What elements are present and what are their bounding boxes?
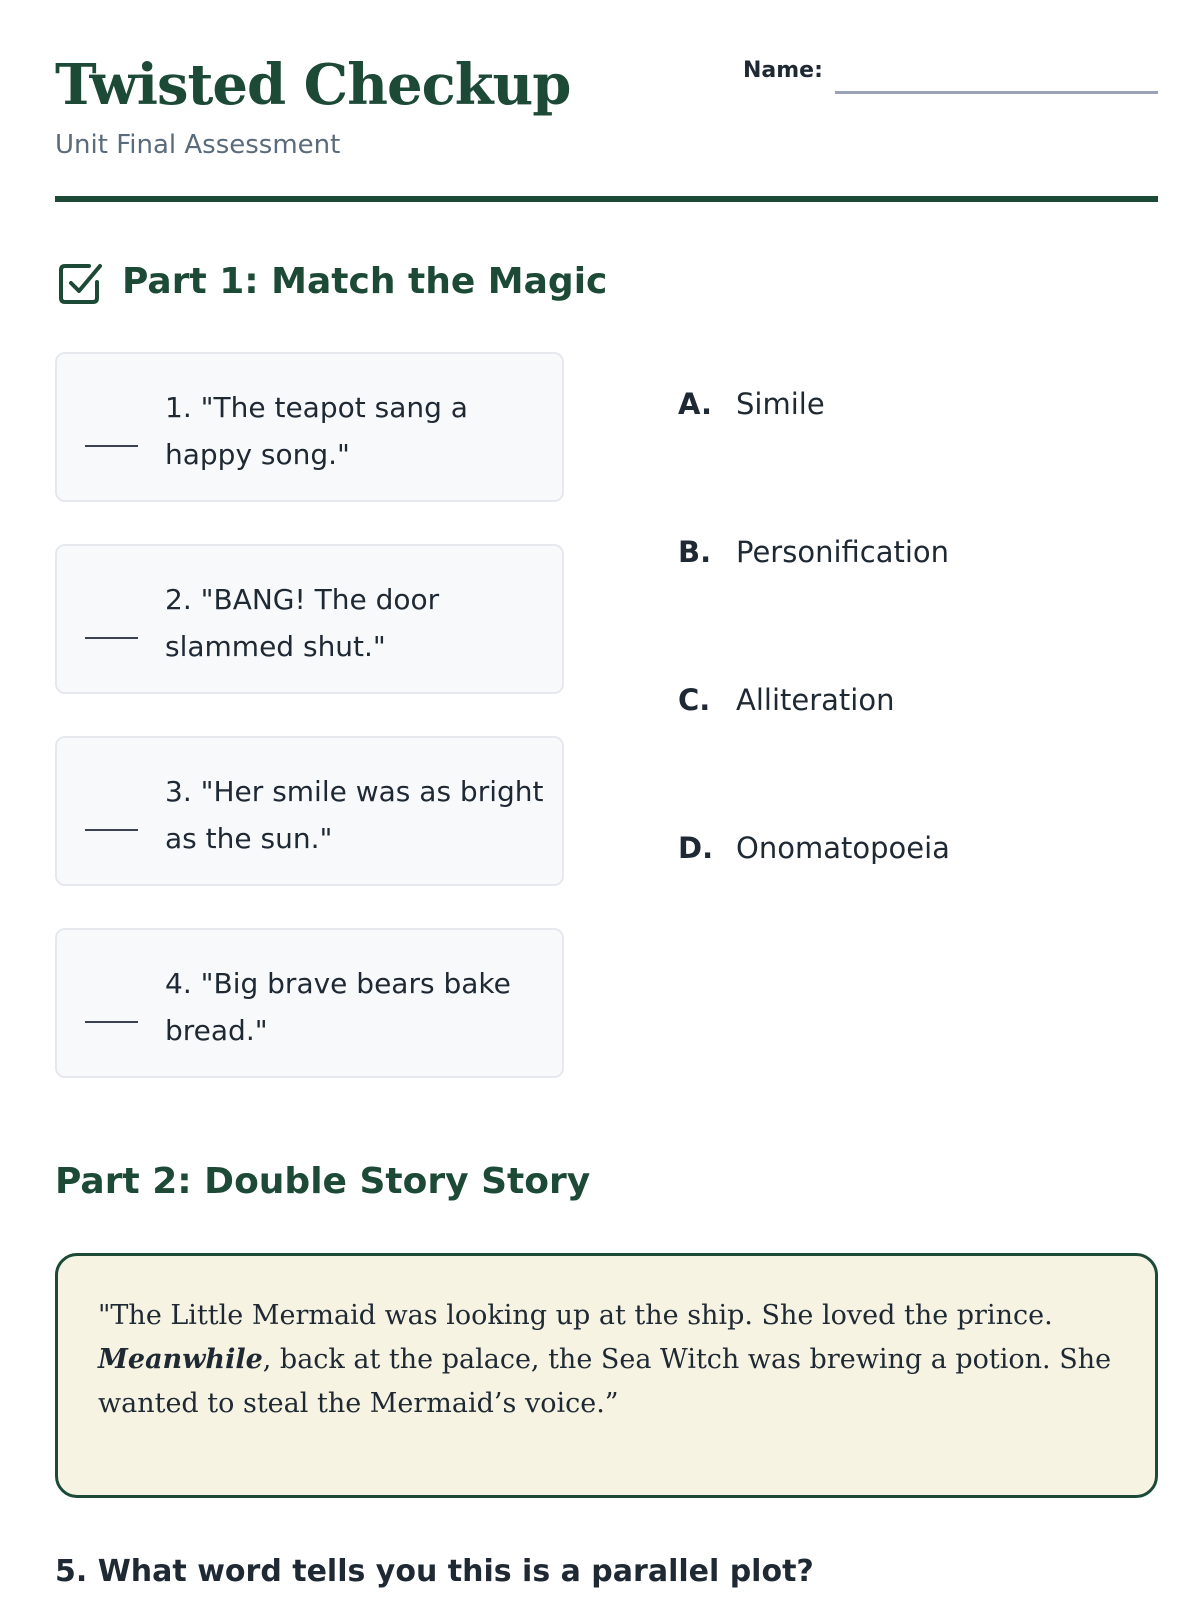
name-label: Name: [743,58,823,83]
passage-text-end: , back at the palace, the Sea Witch was brewing a potion. She wanted to steal the Mermaid’s voice.” [98,1344,1112,1419]
choice-letter: B. [678,535,712,569]
name-field[interactable] [835,91,1158,94]
part2-title: Part 2: Double Story Story [55,1161,591,1202]
choice-c [678,680,894,720]
choice-b [678,532,949,572]
assessment-page [55,0,1158,1600]
checkbox-checked-icon [55,258,105,308]
choice-label: Personification [736,535,950,569]
question-card-3 [55,736,564,886]
passage-keyword: Meanwhile [98,1344,263,1375]
choice-label: Alliteration [736,683,895,717]
choice-letter: A. [678,387,712,421]
question-card-4 [55,928,564,1078]
page-header [55,44,1158,204]
question-5-prompt: 5. What word tells you this is a parallel plot? [55,1554,814,1589]
choice-letter: C. [678,683,711,717]
question-card-1 [55,352,564,502]
question-text: 1. "The teapot sang a happy song." [165,391,468,471]
page-subtitle: Unit Final Assessment [55,130,341,160]
choice-a [678,384,825,424]
answer-blank[interactable] [85,829,138,831]
choice-letter: D. [678,831,714,865]
header-divider [55,196,1158,202]
answer-blank[interactable] [85,445,138,447]
question-card-2 [55,544,564,694]
question-text: 2. "BANG! The door slammed shut." [165,583,440,663]
page-title: Twisted Checkup [55,52,571,118]
question-text: 4. "Big brave bears bake bread." [165,967,511,1047]
passage-text-start: "The Little Mermaid was looking up at the ship. She loved the prince. [98,1300,1053,1331]
choice-label: Onomatopoeia [736,831,950,865]
answer-blank[interactable] [85,637,138,639]
choice-label: Simile [736,387,825,421]
answer-blank[interactable] [85,1021,138,1023]
choice-d [678,828,950,868]
question-text: 3. "Her smile was as bright as the sun." [165,775,544,855]
story-passage [55,1253,1158,1498]
part1-title: Part 1: Match the Magic [122,261,608,302]
